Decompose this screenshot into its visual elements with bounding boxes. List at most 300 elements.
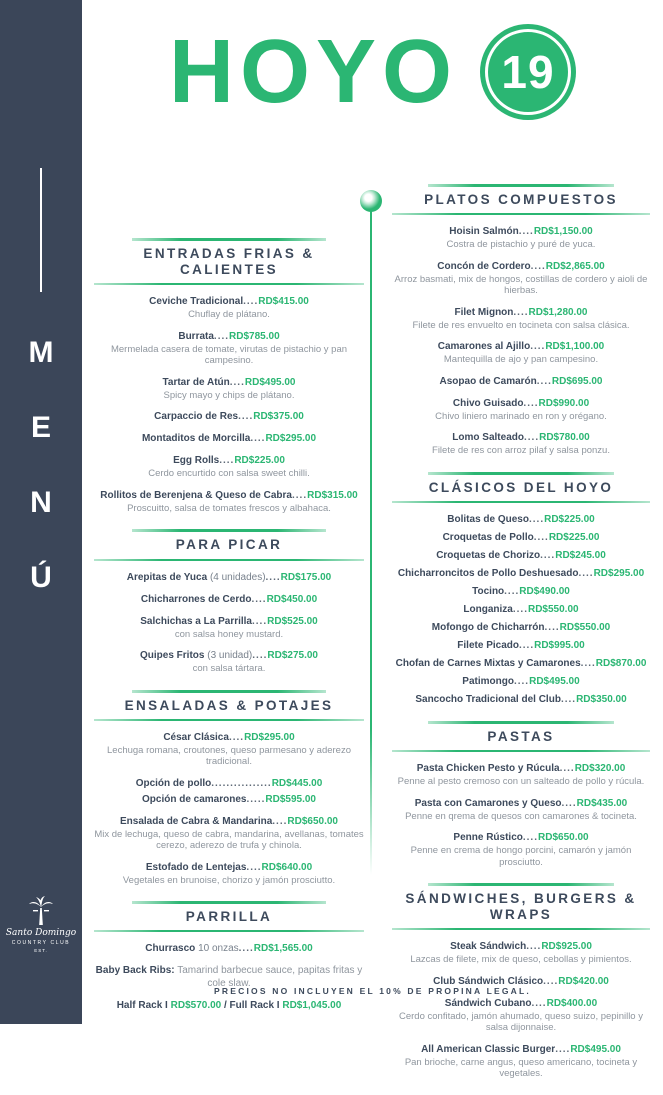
section-rule-bottom (94, 930, 364, 932)
section-header (392, 721, 650, 752)
item-line (392, 431, 650, 444)
item-dots: .... (533, 531, 549, 543)
item-name: Estofado de Lentejas (145, 861, 247, 873)
item-dots: ..... (246, 793, 266, 805)
item-price: RD$225.00 (548, 531, 600, 543)
menu-item (94, 793, 364, 806)
menu-item (392, 693, 650, 706)
item-price: RD$1,045.00 (282, 1000, 342, 1012)
menu-item (392, 375, 650, 388)
item-name: Penne Rústico (453, 832, 523, 844)
item-line (94, 410, 364, 423)
item-price: RD$400.00 (546, 997, 598, 1009)
menu-item (392, 397, 650, 423)
menu-letter: N (30, 486, 52, 519)
item-desc: Penne en crema de hongo porcini, camarón y jamón prosciutto. (410, 845, 632, 868)
item-dots: .... (272, 815, 288, 827)
item-dots: .... (238, 943, 254, 955)
item-name: Carpaccio de Res (154, 411, 239, 423)
item-line (94, 861, 364, 874)
item-dots: .... (560, 693, 577, 705)
item-price: RD$785.00 (229, 330, 280, 342)
item-name: Tocino (472, 585, 505, 597)
menu-item (94, 777, 364, 790)
section-rule-top (132, 690, 326, 693)
header (82, 24, 663, 120)
item-price: RD$420.00 (558, 975, 609, 987)
item-desc: Filete de res envuelto en tocineta con salsa clásica. (412, 319, 630, 331)
item-dots: .... (580, 657, 596, 669)
menu-item (392, 531, 650, 544)
section-title: PASTAS (487, 728, 555, 744)
item-line (392, 531, 650, 544)
menu-item (94, 489, 364, 515)
item-dots: .... (540, 549, 556, 561)
item-line (94, 454, 364, 467)
item-name: Camarones al Ajillo (437, 341, 531, 353)
menu-section (392, 472, 650, 706)
item-dots: .... (523, 397, 539, 409)
item-line (392, 225, 650, 238)
item-price: RD$2,865.00 (545, 260, 605, 272)
section-header (94, 238, 364, 285)
item-name: Burrata (178, 330, 214, 342)
item-note: 10 onzas (198, 943, 239, 955)
item-price: RD$495.00 (570, 1043, 621, 1055)
section-rule-top (428, 721, 614, 724)
item-dots: .... (578, 567, 594, 579)
item-name: Concón de Cordero (437, 260, 531, 272)
item-price: RD$435.00 (576, 797, 628, 809)
item-price: RD$315.00 (307, 489, 358, 501)
item-name: Sancocho Tradicional del Club (415, 693, 561, 705)
item-line (392, 657, 650, 670)
item-desc: Tamarind barbecue sauce, papitas fritas y cole slaw. (177, 965, 363, 990)
right-menu-column (392, 184, 650, 1095)
item-desc: Penne al pesto cremoso con un salteado de pollo y rúcula. (397, 776, 645, 788)
menu-item (392, 567, 650, 580)
item-price: RD$1,280.00 (528, 306, 588, 318)
item-desc: Filete de res con arroz pilaf y salsa ponzu. (432, 445, 610, 457)
item-price: RD$650.00 (287, 815, 338, 827)
item-note: (3 unidad) (207, 650, 253, 662)
item-price: RD$350.00 (576, 693, 627, 705)
club-logo (0, 896, 82, 953)
item-desc: Mermelada casera de tomate, virutas de pistachio y pan campesino. (110, 343, 348, 367)
item-line (94, 295, 364, 308)
item-name: Tartar de Atún (162, 376, 230, 388)
item-price: RD$295.00 (244, 731, 295, 743)
menu-item (94, 454, 364, 480)
item-line (392, 306, 650, 319)
item-name: Quipes Fritos (140, 650, 205, 662)
item-dots: .... (265, 571, 281, 583)
item-desc: Cerdo confitado, jamón ahumado, queso suizo, pepinillo y salsa dijonnaise. (399, 1010, 643, 1034)
item-line (392, 1043, 650, 1056)
item-name: Chicharrones de Cerdo (140, 593, 252, 605)
item-name: Hoisin Salmón (449, 226, 519, 238)
item-dots: .... (526, 941, 542, 953)
item-price: RD$375.00 (253, 411, 304, 423)
item-line (392, 621, 650, 634)
menu-item (392, 675, 650, 688)
menu-letter: Ú (30, 561, 52, 594)
item-line (94, 793, 364, 806)
sidebar-divider-line (40, 168, 42, 292)
menu-item (392, 940, 650, 966)
item-line (392, 513, 650, 526)
item-price: RD$650.00 (538, 832, 589, 844)
item-price: RD$1,100.00 (545, 341, 605, 353)
item-price: RD$780.00 (539, 432, 590, 444)
menu-item (392, 431, 650, 457)
item-dots: .... (530, 341, 546, 353)
section-header (392, 883, 650, 930)
item-price: RD$415.00 (258, 296, 309, 308)
item-desc: Proscuitto, salsa de tomates frescos y albahaca. (127, 502, 331, 514)
section-title: CLÁSICOS DEL HOYO (428, 479, 614, 495)
item-line (392, 940, 650, 953)
pin-stem-divider (370, 209, 372, 875)
menu-item (94, 815, 364, 852)
section-rule-top (132, 901, 326, 904)
item-dots: .... (228, 731, 245, 743)
section-rule-top (132, 238, 326, 241)
item-price: RD$450.00 (266, 593, 318, 605)
item-name: Half Rack I (116, 1000, 171, 1012)
item-name: Sándwich Cubano (444, 997, 532, 1009)
item-price: RD$870.00 (595, 657, 647, 669)
menu-section (392, 883, 650, 1080)
item-desc: Spicy mayo y chips de plátano. (163, 389, 295, 401)
menu-item (94, 999, 364, 1012)
item-dots: .... (251, 593, 267, 605)
item-name: Salchichas a La Parrilla (140, 615, 252, 627)
item-line (392, 693, 650, 706)
item-name: Ceviche Tradicional (149, 296, 244, 308)
menu-item (392, 621, 650, 634)
section-header (94, 690, 364, 721)
menu-item (392, 831, 650, 868)
item-desc: Penne en qrema de quesos con camarones & tocineta. (405, 810, 637, 822)
item-line (94, 489, 364, 502)
item-name: Churrasco (145, 943, 196, 955)
menu-item (392, 260, 650, 297)
item-desc: Mantequilla de ajo y pan campesino. (443, 354, 599, 366)
item-price: RD$990.00 (538, 397, 590, 409)
item-dots: .... (530, 260, 546, 272)
item-dots: .... (229, 376, 245, 388)
menu-item (94, 942, 364, 955)
item-dots: .... (518, 226, 534, 238)
item-name: Arepitas de Yuca (126, 571, 208, 583)
menu-item (392, 549, 650, 562)
footer-note: PRECIOS NO INCLUYEN EL 10% DE PROPINA LEGAL. (214, 986, 531, 996)
item-name: Pasta Chicken Pesto y Rúcula (416, 763, 560, 775)
menu-item (392, 513, 650, 526)
item-desc: con salsa honey mustard. (174, 628, 284, 640)
section-title: PARA PICAR (175, 537, 283, 553)
badge-number: 19 (501, 46, 555, 98)
menu-item (392, 603, 650, 616)
club-established: EST. (34, 948, 48, 953)
section-title: SÁNDWICHES, BURGERS & WRAPS (405, 891, 637, 923)
item-dots: .... (504, 585, 520, 597)
menu-item (94, 330, 364, 367)
brand-title: HOYO (168, 22, 459, 122)
item-line (94, 999, 364, 1012)
item-line (392, 585, 650, 598)
section-rule-bottom (94, 559, 364, 561)
item-dots: .... (252, 615, 268, 627)
item-price: RD$275.00 (267, 650, 318, 662)
menu-item (94, 376, 364, 402)
item-price: RD$225.00 (544, 513, 595, 525)
section-rule-top (132, 529, 326, 532)
item-line (94, 571, 364, 584)
item-price: RD$320.00 (574, 763, 626, 775)
item-name: Croquetas de Pollo (442, 531, 534, 543)
item-line (94, 777, 364, 790)
item-price: RD$445.00 (271, 777, 323, 789)
item-dots: .... (531, 997, 547, 1009)
menu-item (94, 410, 364, 423)
item-name: Bolitas de Queso (447, 513, 529, 525)
menu-item (392, 762, 650, 788)
section-header (392, 184, 650, 215)
item-price: RD$1,565.00 (253, 943, 313, 955)
item-price: RD$295.00 (593, 567, 645, 579)
item-name: Mofongo de Chicharrón (431, 621, 545, 633)
section-rule-top (428, 472, 614, 475)
item-line (94, 615, 364, 628)
item-dots: .... (246, 861, 262, 873)
item-name: Club Sándwich Clásico (433, 975, 544, 987)
item-line (392, 831, 650, 844)
menu-item (392, 306, 650, 332)
item-name: Chofan de Carnes Mixtas y Camarones (395, 657, 581, 669)
left-menu-column (94, 238, 364, 1027)
item-price: RD$1,150.00 (533, 226, 593, 238)
section-rule-top (428, 883, 614, 886)
item-desc: Lechuga romana, croutones, queso parmesano y aderezo tradicional. (107, 744, 351, 768)
item-line (392, 675, 650, 688)
section-rule-top (428, 184, 614, 187)
item-desc: con salsa tártara. (192, 663, 266, 675)
vertical-menu-label (0, 338, 82, 593)
item-line (392, 762, 650, 775)
item-dots: .... (543, 975, 559, 987)
item-dots: .... (559, 763, 575, 775)
menu-item (94, 731, 364, 768)
item-name: César Clásica (163, 731, 229, 743)
item-desc: Chuflay de plátano. (188, 309, 270, 321)
section-rule-bottom (392, 213, 650, 215)
item-name: Ensalada de Cabra & Mandarina (120, 815, 273, 827)
item-price: RD$175.00 (280, 571, 332, 583)
item-dots: .... (292, 489, 308, 501)
menu-item (392, 639, 650, 652)
menu-section (94, 238, 364, 514)
item-name: Croquetas de Chorizo (436, 549, 541, 561)
item-price: RD$570.00 (170, 1000, 222, 1012)
menu-item (392, 657, 650, 670)
menu-item (94, 615, 364, 641)
item-dots: .... (513, 306, 529, 318)
item-name: Opción de pollo (135, 777, 212, 789)
item-dots: .... (528, 513, 545, 525)
item-name: / Full Rack I (221, 1000, 283, 1012)
section-rule-bottom (94, 719, 364, 721)
hole-19-badge (480, 24, 576, 120)
item-line (94, 376, 364, 389)
item-dots: .... (243, 296, 259, 308)
item-dots: .... (555, 1043, 571, 1055)
item-dots: .... (523, 432, 540, 444)
item-name: Longaniza (463, 603, 513, 615)
item-dots: .... (238, 411, 254, 423)
item-desc: Cerdo encurtido con salsa sweet chilli. (148, 468, 310, 480)
item-price: RD$550.00 (559, 621, 611, 633)
item-name: Steak Sándwich (450, 941, 527, 953)
item-price: RD$550.00 (527, 603, 579, 615)
item-dots: .... (213, 330, 230, 342)
menu-item (392, 1043, 650, 1080)
item-dots: .... (536, 375, 552, 387)
menu-section (94, 529, 364, 674)
item-price: RD$490.00 (519, 585, 570, 597)
menu-section (392, 721, 650, 868)
item-dots: .... (518, 639, 535, 651)
section-title: ENTRADAS FRIAS & CALIENTES (143, 246, 315, 278)
item-name: Chicharroncitos de Pollo Deshuesado (397, 567, 579, 579)
item-desc: Mix de lechuga, queso de cabra, mandarina, avellanas, tomates cerezo, aderezo de trufa y chinola. (94, 828, 364, 852)
section-header (392, 472, 650, 503)
section-rule-bottom (392, 750, 650, 752)
menu-item (94, 571, 364, 584)
item-line (392, 603, 650, 616)
item-dots: .... (561, 797, 577, 809)
section-rule-bottom (94, 283, 364, 285)
item-dots: .... (219, 455, 235, 467)
item-line (94, 330, 364, 343)
item-price: RD$525.00 (267, 615, 318, 627)
item-name: Patimongo (462, 675, 514, 687)
item-price: RD$225.00 (234, 455, 285, 467)
section-rule-bottom (392, 501, 650, 503)
item-desc: Chivo liniero marinado en ron y orégano. (435, 410, 607, 422)
item-line (94, 649, 364, 662)
item-name: Pasta con Camarones y Queso (414, 797, 562, 809)
item-line (94, 593, 364, 606)
item-line (94, 731, 364, 744)
item-dots: .... (252, 650, 268, 662)
item-dots: ................ (211, 777, 272, 789)
item-line (94, 432, 364, 445)
menu-item (94, 861, 364, 887)
item-desc: Lazcas de filete, mix de queso, cebollas y pimientos. (410, 954, 632, 966)
item-line (392, 260, 650, 273)
item-name: Baby Back Ribs: (95, 965, 175, 977)
item-note: (4 unidades) (209, 571, 266, 583)
item-line (94, 942, 364, 955)
section-title: PLATOS COMPUESTOS (424, 192, 618, 207)
item-name: Chivo Guisado (452, 397, 524, 409)
item-name: Rollitos de Berenjena & Queso de Cabra (100, 489, 292, 501)
item-line (94, 815, 364, 828)
item-price: RD$695.00 (551, 375, 603, 387)
item-line (392, 549, 650, 562)
item-dots: .... (250, 433, 266, 445)
menu-item (94, 593, 364, 606)
section-title: PARRILLA (185, 909, 273, 925)
item-line (392, 397, 650, 410)
item-name: Montaditos de Morcilla (141, 433, 251, 445)
item-line (392, 797, 650, 810)
menu-item (392, 225, 650, 251)
section-title: ENSALADAS & POTAJES (124, 697, 334, 713)
club-name: COUNTRY CLUB (11, 940, 71, 946)
menu-item (94, 649, 364, 675)
menu-letter: E (30, 411, 51, 444)
item-line (392, 639, 650, 652)
item-name: Opción de camarones (142, 793, 247, 805)
item-price: RD$640.00 (261, 861, 313, 873)
item-line (392, 340, 650, 353)
item-price: RD$995.00 (534, 639, 585, 651)
item-name: Filete Picado (457, 639, 519, 651)
item-dots: .... (522, 832, 538, 844)
item-price: RD$495.00 (244, 376, 296, 388)
menu-item (392, 997, 650, 1034)
menu-item (392, 340, 650, 366)
item-price: RD$595.00 (265, 793, 316, 805)
sidebar (0, 0, 82, 1024)
club-script-name: Santo Domingo (5, 928, 77, 938)
menu-item (94, 295, 364, 321)
item-name: Asopao de Camarón (439, 375, 537, 387)
menu-item (392, 585, 650, 598)
item-price: RD$295.00 (265, 433, 317, 445)
menu-section (392, 184, 650, 457)
item-dots: .... (512, 603, 528, 615)
item-name: Egg Rolls (173, 455, 220, 467)
item-desc: Pan brioche, carne angus, queso americano, tocineta y vegetales. (404, 1056, 638, 1080)
item-price: RD$245.00 (555, 549, 606, 561)
item-price: RD$925.00 (541, 941, 592, 953)
section-header (94, 901, 364, 932)
item-line (392, 375, 650, 388)
item-name: Filet Mignon (454, 306, 514, 318)
item-desc: Arroz basmati, mix de hongos, costillas de cordero y aioli de hierbas. (394, 273, 648, 297)
item-dots: .... (544, 621, 560, 633)
menu-item (392, 797, 650, 823)
menu-letter: M (28, 336, 54, 369)
item-line (392, 567, 650, 580)
section-rule-bottom (392, 928, 650, 930)
menu-item (94, 432, 364, 445)
menu-section (94, 690, 364, 887)
section-header (94, 529, 364, 560)
item-line (392, 997, 650, 1010)
item-name: Lomo Salteado (452, 432, 524, 444)
item-desc: Costra de pistachio y puré de yuca. (446, 239, 596, 251)
palm-tree-icon (27, 896, 55, 926)
item-desc: Vegetales en brunoise, chorizo y jamón prosciutto. (122, 874, 336, 886)
item-dots: .... (513, 675, 530, 687)
item-price: RD$495.00 (529, 675, 580, 687)
item-name: All American Classic Burger (421, 1043, 556, 1055)
